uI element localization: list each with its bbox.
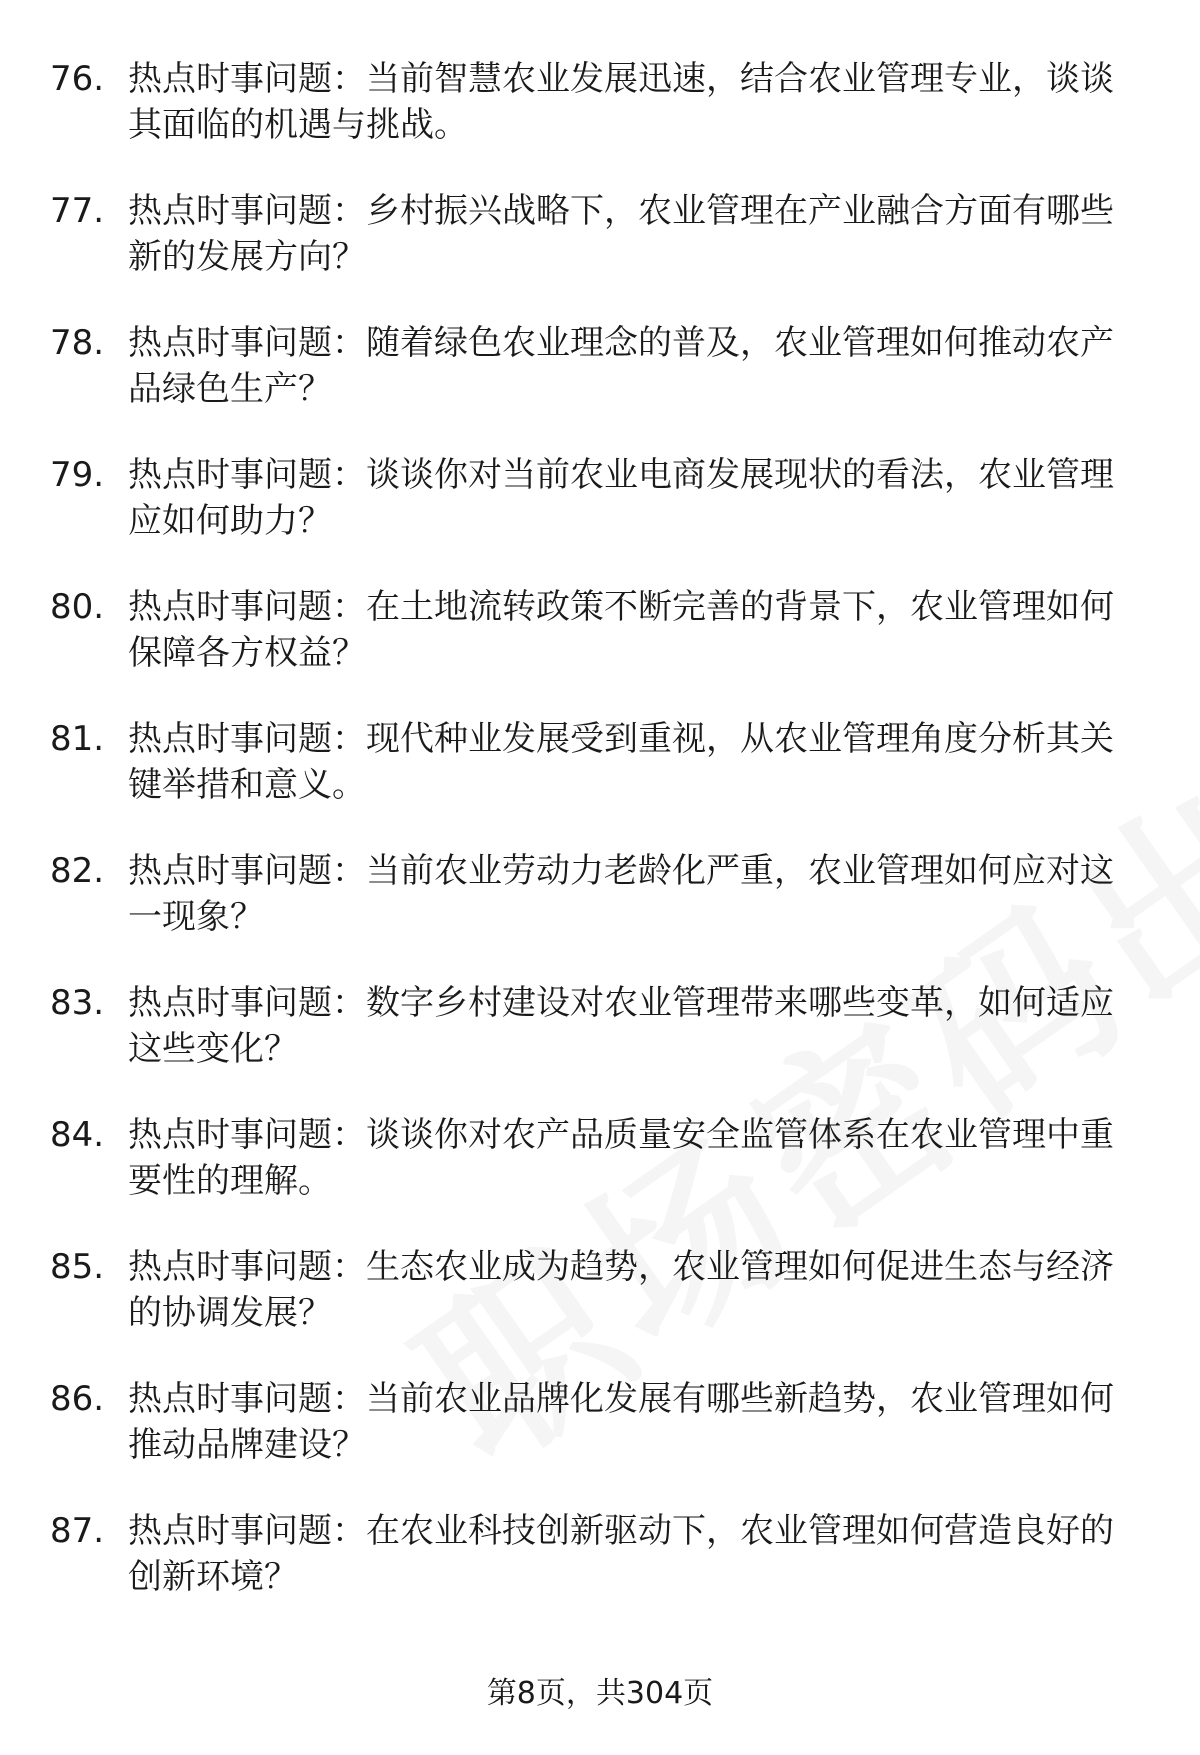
question-item xyxy=(50,1376,1140,1508)
question-item xyxy=(50,188,1140,320)
question-number: 86. xyxy=(50,1379,105,1419)
question-number: 81. xyxy=(50,719,105,759)
question-item xyxy=(50,584,1140,716)
question-number: 79. xyxy=(50,455,105,495)
question-list xyxy=(50,56,1140,1640)
question-text: 热点时事问题：乡村振兴战略下，农业管理在产业融合方面有哪些新的发展方向？ xyxy=(128,191,1114,277)
question-number: 77. xyxy=(50,191,105,231)
question-text: 热点时事问题：当前智慧农业发展迅速，结合农业管理专业，谈谈其面临的机遇与挑战。 xyxy=(128,59,1114,145)
question-item xyxy=(50,980,1140,1112)
question-item xyxy=(50,452,1140,584)
question-text: 热点时事问题：现代种业发展受到重视，从农业管理角度分析其关键举措和意义。 xyxy=(128,719,1114,805)
question-number: 87. xyxy=(50,1511,105,1551)
question-number: 82. xyxy=(50,851,105,891)
question-text: 热点时事问题：随着绿色农业理念的普及，农业管理如何推动农产品绿色生产？ xyxy=(128,323,1114,409)
question-text: 热点时事问题：当前农业劳动力老龄化严重，农业管理如何应对这一现象？ xyxy=(128,851,1114,937)
question-text: 热点时事问题：生态农业成为趋势，农业管理如何促进生态与经济的协调发展？ xyxy=(128,1247,1114,1333)
question-number: 80. xyxy=(50,587,105,627)
question-number: 78. xyxy=(50,323,105,363)
question-text: 热点时事问题：谈谈你对农产品质量安全监管体系在农业管理中重要性的理解。 xyxy=(128,1115,1114,1201)
question-number: 84. xyxy=(50,1115,105,1155)
question-item xyxy=(50,56,1140,188)
question-text: 热点时事问题：在土地流转政策不断完善的背景下，农业管理如何保障各方权益？ xyxy=(128,587,1114,673)
question-number: 85. xyxy=(50,1247,105,1287)
question-text: 热点时事问题：数字乡村建设对农业管理带来哪些变革，如何适应这些变化？ xyxy=(128,983,1114,1069)
question-number: 76. xyxy=(50,59,105,99)
question-item xyxy=(50,320,1140,452)
page-footer: 第8页，共304页 xyxy=(486,1676,714,1711)
question-text: 热点时事问题：当前农业品牌化发展有哪些新趋势，农业管理如何推动品牌建设？ xyxy=(128,1379,1114,1465)
question-item xyxy=(50,1508,1140,1640)
question-item xyxy=(50,1112,1140,1244)
question-item xyxy=(50,1244,1140,1376)
question-item xyxy=(50,848,1140,980)
question-text: 热点时事问题：谈谈你对当前农业电商发展现状的看法，农业管理应如何助力？ xyxy=(128,455,1114,541)
question-item xyxy=(50,716,1140,848)
question-text: 热点时事问题：在农业科技创新驱动下，农业管理如何营造良好的创新环境？ xyxy=(128,1511,1114,1597)
question-number: 83. xyxy=(50,983,105,1023)
